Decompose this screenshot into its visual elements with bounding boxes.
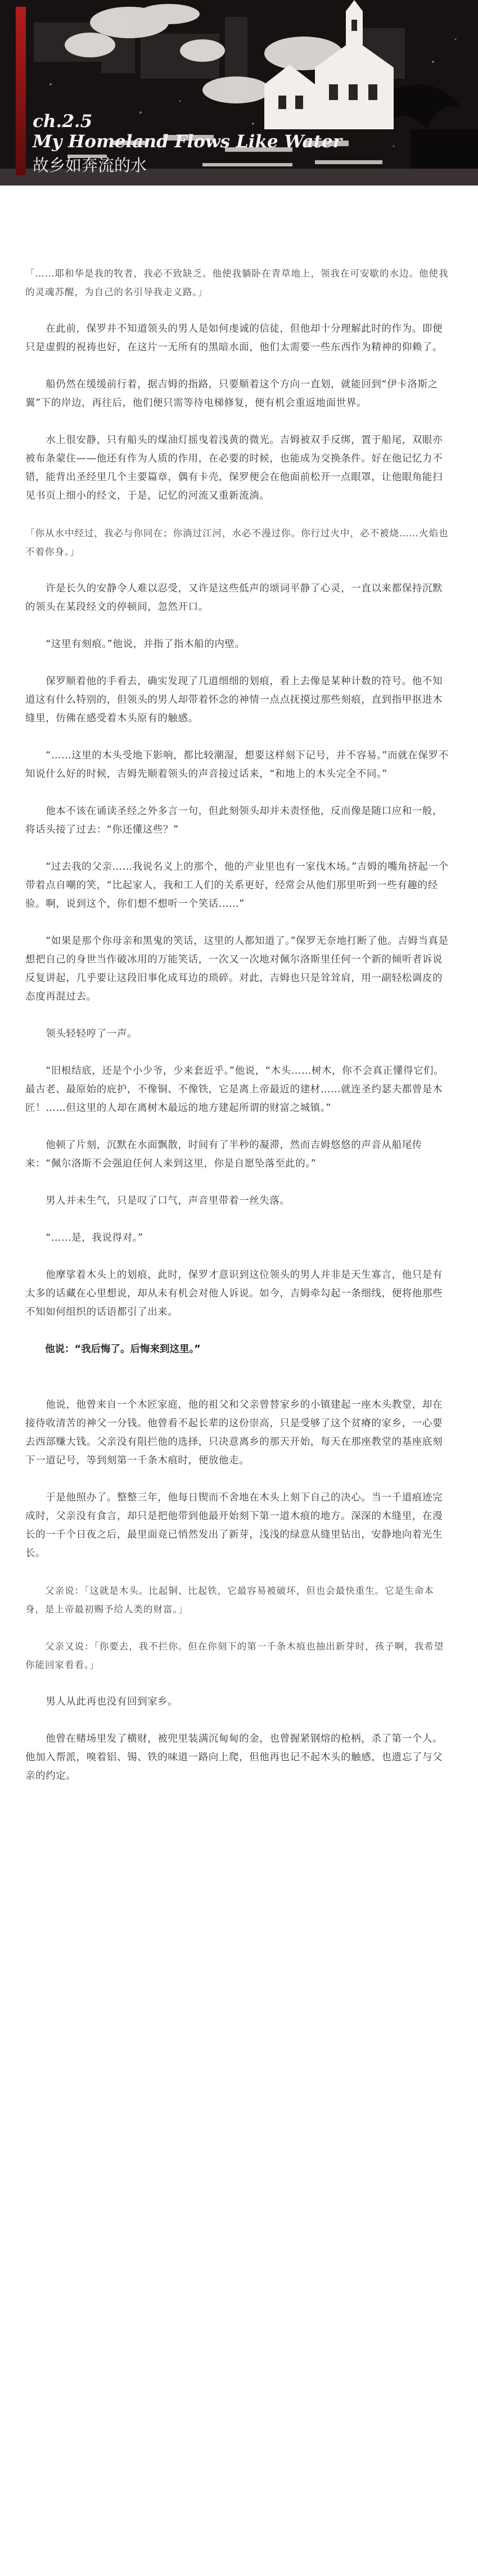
paragraph: 「你从水中经过，我必与你同在；你淌过江河，水必不漫过你。你行过火中，必不被烧……火焰也不着你身。」: [25, 528, 449, 557]
paragraph: “过去我的父亲……我说名义上的那个，他的产业里也有一家伐木场。”吉姆的嘴角挤起一个带着点自嘲的笑，“比起家人，我和工人们的关系更好，经常会从他们那里听到一些有趣的经验。啊，说到这个，你们想不想听一个笑话……”: [25, 861, 449, 910]
paragraph: “如果是那个你母亲和黑鬼的笑话，这里的人都知道了。”保罗无奈地打断了他。吉姆当真是想把自己的身世当作破冰用的万能笑话，一次又一次地对佩尔洛斯里任何一个新的倾听者诉说反复讲起，几乎要让这段旧事化成耳边的琐碎。对此，吉姆也只是耸耸肩，用一副轻松调皮的态度再混过去。: [25, 936, 449, 1002]
paragraph: 船仍然在缓缓前行着，据吉姆的指路，只要顺着这个方向一直划，就能回到“伊卡洛斯之翼”下的岸边，再往后，他们便只需等待电梯修复，便有机会重返地面世界。: [25, 379, 438, 409]
chapter-number: ch.2.5: [33, 111, 93, 132]
paragraph: 父亲又说：「你要去，我不拦你。但在你刻下的第一千条木痕也抽出新芽时，孩子啊，我希望你能回家看看。」: [25, 1641, 444, 1670]
paragraph: 他摩挲着木头上的划痕，此时，保罗才意识到这位领头的男人并非是天生寡言，他只是有太多的话藏在心里想说，却从未有机会对他人诉说。如今，吉姆牵勾起一条细线，便将他那些不知如何组织的话语都引了出来。: [25, 1269, 443, 1318]
chapter-titles: [33, 111, 342, 177]
paragraph: 父亲说：「这就是木头。比起铜、比起铁，它最容易被破坏，但也会最快重生。它是生命本身，是上帝最初赐予给人类的财富。」: [25, 1585, 434, 1615]
paragraph: 男人从此再也没有回到家乡。: [25, 1696, 178, 1707]
paragraph: 男人并未生气，只是叹了口气，声音里带着一丝失落。: [25, 1195, 290, 1206]
article-body: [0, 186, 478, 1786]
chapter-title-en: My Homeland Flows Like Water: [33, 132, 342, 152]
paragraph: “……这里的木头受地下影响，都比较潮湿，想要这样刻下记号，并不容易。”而就在保罗不知说什么好的时候，吉姆先顺着领头的声音接过话来，“和地上的木头完全不同。”: [25, 750, 449, 780]
paragraph: 许是长久的安静令人难以忍受，又许是这些低声的颂词平静了心灵，一直以来都保持沉默的领头在某段经文的停顿间，忽然开口。: [25, 583, 443, 613]
paragraph: 「……耶和华是我的牧者，我必不致缺乏。他使我躺卧在青草地上，领我在可安歇的水边。他使我的灵魂苏醒，为自己的名引导我走义路。」: [25, 268, 449, 297]
accent-bar: [16, 7, 26, 175]
paragraph: 他本不该在诵读圣经之外多言一句，但此刻领头却并未责怪他，反而像是随口应和一般，将话头接了过去：“你还懂这些？”: [25, 806, 443, 835]
paragraph: 在此前，保罗并不知道领头的男人是如何虔诚的信徒，但他却十分理解此时的作为。即便只是虚假的祝祷也好，在这片一无所有的黑暗水面，他们太需要一些东西作为精神的仰赖了。: [25, 323, 443, 353]
chapter-banner: [0, 0, 478, 186]
paragraph: “……是，我说得对。”: [25, 1232, 143, 1244]
paragraph: “旧根结底，还是个小少爷，少来套近乎。”他说，“木头……树木，你不会真正懂得它们。最古老、最原始的庇护，不像铜、不像铁，它是离上帝最近的建材……就连圣约瑟夫都曾是木匠！……但这里的人却在离树木最远的地方建起所谓的财富之城镇。”: [25, 1065, 444, 1114]
paragraph: 他说，他曾来自一个木匠家庭，他的祖父和父亲曾替家乡的小镇建起一座木头教堂，却在接待收清苦的神父一分钱。他曾看不起长辈的这份崇高，只是受够了这个贫瘠的家乡，一心要去西部赚大钱。父亲没有阻拦他的选择，只决意离乡的那天开始，每天在那座教堂的基座底刻下一道记号，等到刻第一千条木痕时，便放他走。: [25, 1399, 443, 1466]
paragraph: 他曾在赌场里发了横财，被兜里装满沉甸甸的金，也曾握紧钢熔的枪柄，杀了第一个人。他加入帮派，嗅着铝、锡、铁的味道一路向上爬，但他再也记不起木头的触感，也遗忘了与父亲的约定。: [25, 1733, 443, 1782]
paragraph: 他顿了片刻，沉默在水面飘散，时间有了半秒的凝滞，然而吉姆悠悠的声音从船尾传来：“佩尔洛斯不会强迫任何人来到这里，你是自愿坠落至此的。”: [25, 1140, 422, 1169]
chapter-title-zh: 故乡如奔流的水: [33, 156, 147, 175]
paragraph: 于是他照办了。整整三年，他每日锲而不舍地在木头上刻下自己的决心。当一千道痕迹完成时，父亲没有食言，却只是把他带到他最开始刻下第一道木痕的地方。深深的木缝里，在漫长的一千个日夜之后，最里面竟已悄然发出了新芽，浅浅的绿意从缝里钻出，安静地向着光生长。: [25, 1492, 443, 1559]
paragraph: 领头轻轻哼了一声。: [25, 1028, 138, 1040]
paragraph: “这里有刻痕。”他说，并指了指木船的内壁。: [25, 639, 245, 650]
paragraph: 他说：“我后悔了。后悔来到这里。”: [25, 1344, 201, 1355]
paragraph: 水上很安静，只有船头的煤油灯摇曳着浅黄的微光。吉姆被双手反绑，置于船尾，双眼亦被布条蒙住——他还有作为人质的作用，在必要的时候，也能成为交换条件。好在他记忆力不错，能背出圣经里几个主要篇章，偶有卡壳，保罗便会在他面前松开一点眼罩，让他眼角能扫见书页上细小的经文，于是，记忆的河流又重新流淌。: [25, 435, 443, 501]
paragraph: 保罗顺着他的手看去，确实发现了几道细细的划痕，看上去像是某种计数的符号。他不知道这有什么特别的，但领头的男人却带着怀念的神情一点点抚摸过那些刻痕，直到指甲抠进木缝里，仿佛在感受着木头原有的触感。: [25, 676, 443, 724]
